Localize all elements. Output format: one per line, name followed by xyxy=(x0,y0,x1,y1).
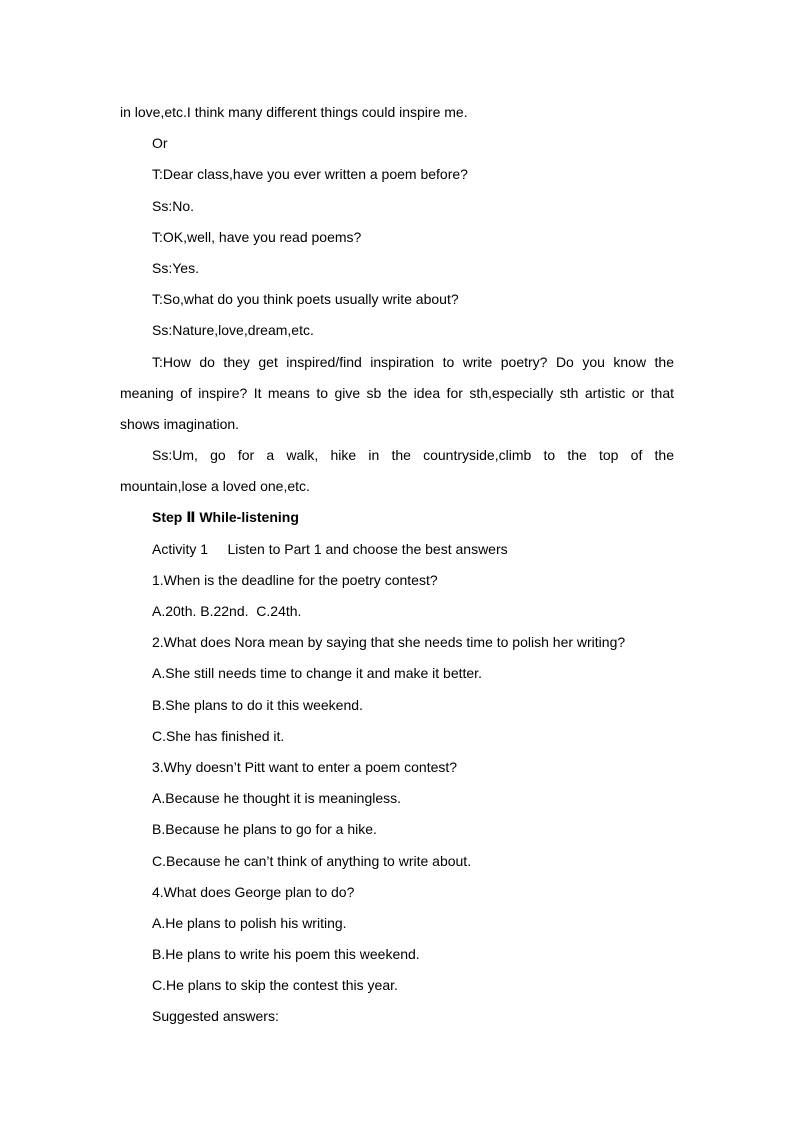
answer-option: C.She has finished it. xyxy=(152,727,285,744)
text-line: Or xyxy=(152,135,168,152)
answer-option: B.Because he plans to go for a hike. xyxy=(152,821,377,838)
dialogue-line-teacher: T:How do they get inspired/find inspiration to write poetry? Do you know the xyxy=(152,353,674,370)
dialogue-line-students: Ss:Um, go for a walk, hike in the countryside,climb to the top of the xyxy=(152,447,674,464)
answer-option: B.She plans to do it this weekend. xyxy=(152,696,363,713)
text-line: meaning of inspire? It means to give sb the idea for sth,especially sth artistic or that xyxy=(120,384,674,401)
answer-option: B.He plans to write his poem this weekend. xyxy=(152,946,420,963)
answer-option: A.She still needs time to change it and make it better. xyxy=(152,665,482,682)
question: 3.Why doesn’t Pitt want to enter a poem contest? xyxy=(152,758,458,775)
suggested-answers-label: Suggested answers: xyxy=(152,1008,279,1025)
dialogue-line-teacher: T:Dear class,have you ever written a poem before? xyxy=(152,166,468,183)
text-line: mountain,lose a loved one,etc. xyxy=(120,478,310,495)
section-heading: Step Ⅱ While-listening xyxy=(152,509,299,526)
dialogue-line-students: Ss:Nature,love,dream,etc. xyxy=(152,322,314,339)
answer-option: C.Because he can’t think of anything to write about. xyxy=(152,852,472,869)
answer-option: C.He plans to skip the contest this year. xyxy=(152,977,398,994)
text-line: shows imagination. xyxy=(120,415,240,432)
activity-title: Activity 1 Listen to Part 1 and choose the best answers xyxy=(152,540,508,557)
question: 1.When is the deadline for the poetry contest? xyxy=(152,571,438,588)
dialogue-line-teacher: T:So,what do you think poets usually write about? xyxy=(152,291,459,308)
answer-option: A.Because he thought it is meaningless. xyxy=(152,790,402,807)
text-line: in love,etc.I think many different things could inspire me. xyxy=(120,104,468,120)
dialogue-line-students: Ss:No. xyxy=(152,197,195,214)
document-body xyxy=(120,101,674,1037)
question: 4.What does George plan to do? xyxy=(152,883,355,900)
dialogue-line-students: Ss:Yes. xyxy=(152,259,199,276)
answer-option: A.He plans to polish his writing. xyxy=(152,914,347,931)
answer-options: A.20th. B.22nd. C.24th. xyxy=(152,603,302,619)
question: 2.What does Nora mean by saying that she needs time to polish her writing? xyxy=(152,634,626,651)
dialogue-line-teacher: T:OK,well, have you read poems? xyxy=(152,228,362,245)
